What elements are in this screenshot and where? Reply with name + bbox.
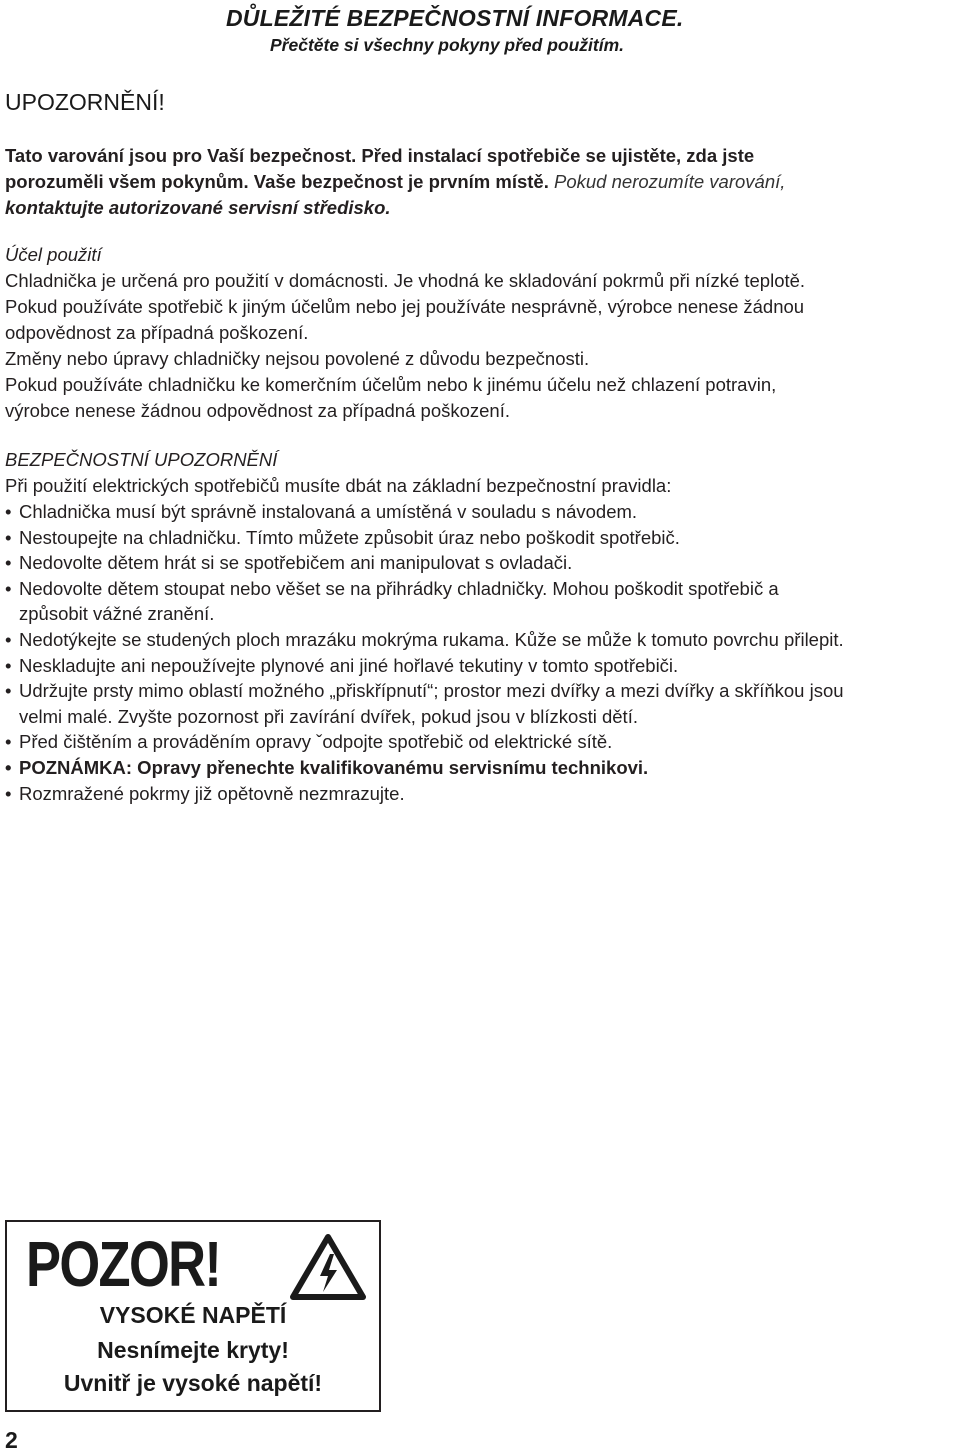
intro-paragraph [5, 143, 785, 221]
list-item: • Chladnička musí být správně instalovaná a umístěná v souladu s návodem. [5, 501, 638, 522]
warning-box-line-1: VYSOKÉ NAPĚTÍ [99, 1302, 287, 1328]
list-item-continuation: způsobit vážné zranění. [19, 603, 215, 625]
usage-section [5, 242, 805, 424]
warning-label: UPOZORNĚNÍ! [5, 89, 165, 115]
list-item: • Nedovolte dětem hrát si se spotřebičem ani manipulovat s ovladači. [5, 552, 573, 574]
usage-line: Pokud používáte chladničku ke komerčním účelům nebo k jinému účelu než chlazení potravin, [5, 374, 777, 395]
safety-heading: BEZPEČNOSTNÍ UPOZORNĚNÍ [5, 449, 278, 470]
intro-line-2-bold: porozuměli všem pokynům. Vaše bezpečnost je prvním místě. [5, 171, 549, 192]
intro-line-1: Tato varování jsou pro Vaší bezpečnost. Před instalací spotřebiče se ujistěte, zda jste [5, 145, 755, 166]
usage-heading: Účel použití [5, 244, 102, 265]
list-item: • Rozmražené pokrmy již opětovně nezmrazujte. [5, 782, 405, 804]
list-item: • Neskladujte ani nepoužívejte plynové ani jiné hořlavé tekutiny v tomto spotřebiči. [5, 654, 679, 676]
warning-box-line-3: Uvnitř je vysoké napětí! [63, 1370, 323, 1396]
page-title: DŮLEŽITÉ BEZPEČNOSTNÍ INFORMACE. [226, 5, 684, 31]
page-number: 2 [5, 1427, 18, 1453]
list-item: • Udržujte prsty mimo oblastí možného „přiskřípnutí“; prostor mezi dvířky a mezi dvířky a skříňkou jsou [5, 680, 844, 702]
list-item: • Nedotýkejte se studených ploch mrazáku mokrýma rukama. Kůže se může k tomuto povrchu přilepit. [5, 628, 844, 650]
list-item-note: • POZNÁMKA: Opravy přenechte kvalifikovanému servisnímu technikovi. [5, 756, 649, 778]
list-item: • Nedovolte dětem stoupat nebo věšet se na přihrádky chladničky. Mohou poškodit spotřebič a [5, 577, 779, 599]
usage-line: Změny nebo úpravy chladničky nejsou povolené z důvodu bezpečnosti. [5, 348, 590, 369]
safety-intro: Při použití elektrických spotřebičů musíte dbát na základní bezpečnostní pravidla: [5, 475, 672, 496]
high-voltage-icon [290, 1234, 366, 1300]
list-item: • Před čištěním a prováděním opravy ˇodpojte spotřebič od elektrické sítě. [5, 731, 613, 753]
usage-line: výrobce nenese žádnou odpovědnost za případná poškození. [5, 400, 511, 421]
usage-line: odpovědnost za případná poškození. [5, 322, 309, 343]
usage-line: Pokud používáte spotřebič k jiným účelům nebo jej používáte nesprávně, výrobce nenese žádnou [5, 296, 805, 317]
safety-list [5, 499, 844, 806]
warning-box-line-2: Nesnímejte kryty! [97, 1337, 289, 1363]
warning-box-title: POZOR! [26, 1228, 221, 1300]
usage-line: Chladnička je určená pro použití v domácnosti. Je vhodná ke skladování pokrmů při nízké teplotě. [5, 270, 806, 291]
list-item-continuation: velmi malé. Zvyšte pozornost při zavírání dvířek, pokud jsou v blízkosti dětí. [19, 705, 638, 727]
page-subtitle: Přečtěte si všechny pokyny před použitím. [270, 35, 624, 55]
list-item: • Nestoupejte na chladničku. Tímto můžete způsobit úraz nebo poškodit spotřebič. [5, 526, 680, 548]
intro-line-2-italic: Pokud nerozumíte varování, [548, 171, 786, 192]
safety-section [5, 447, 844, 806]
intro-line-3: kontaktujte autorizované servisní středisko. [5, 197, 391, 218]
